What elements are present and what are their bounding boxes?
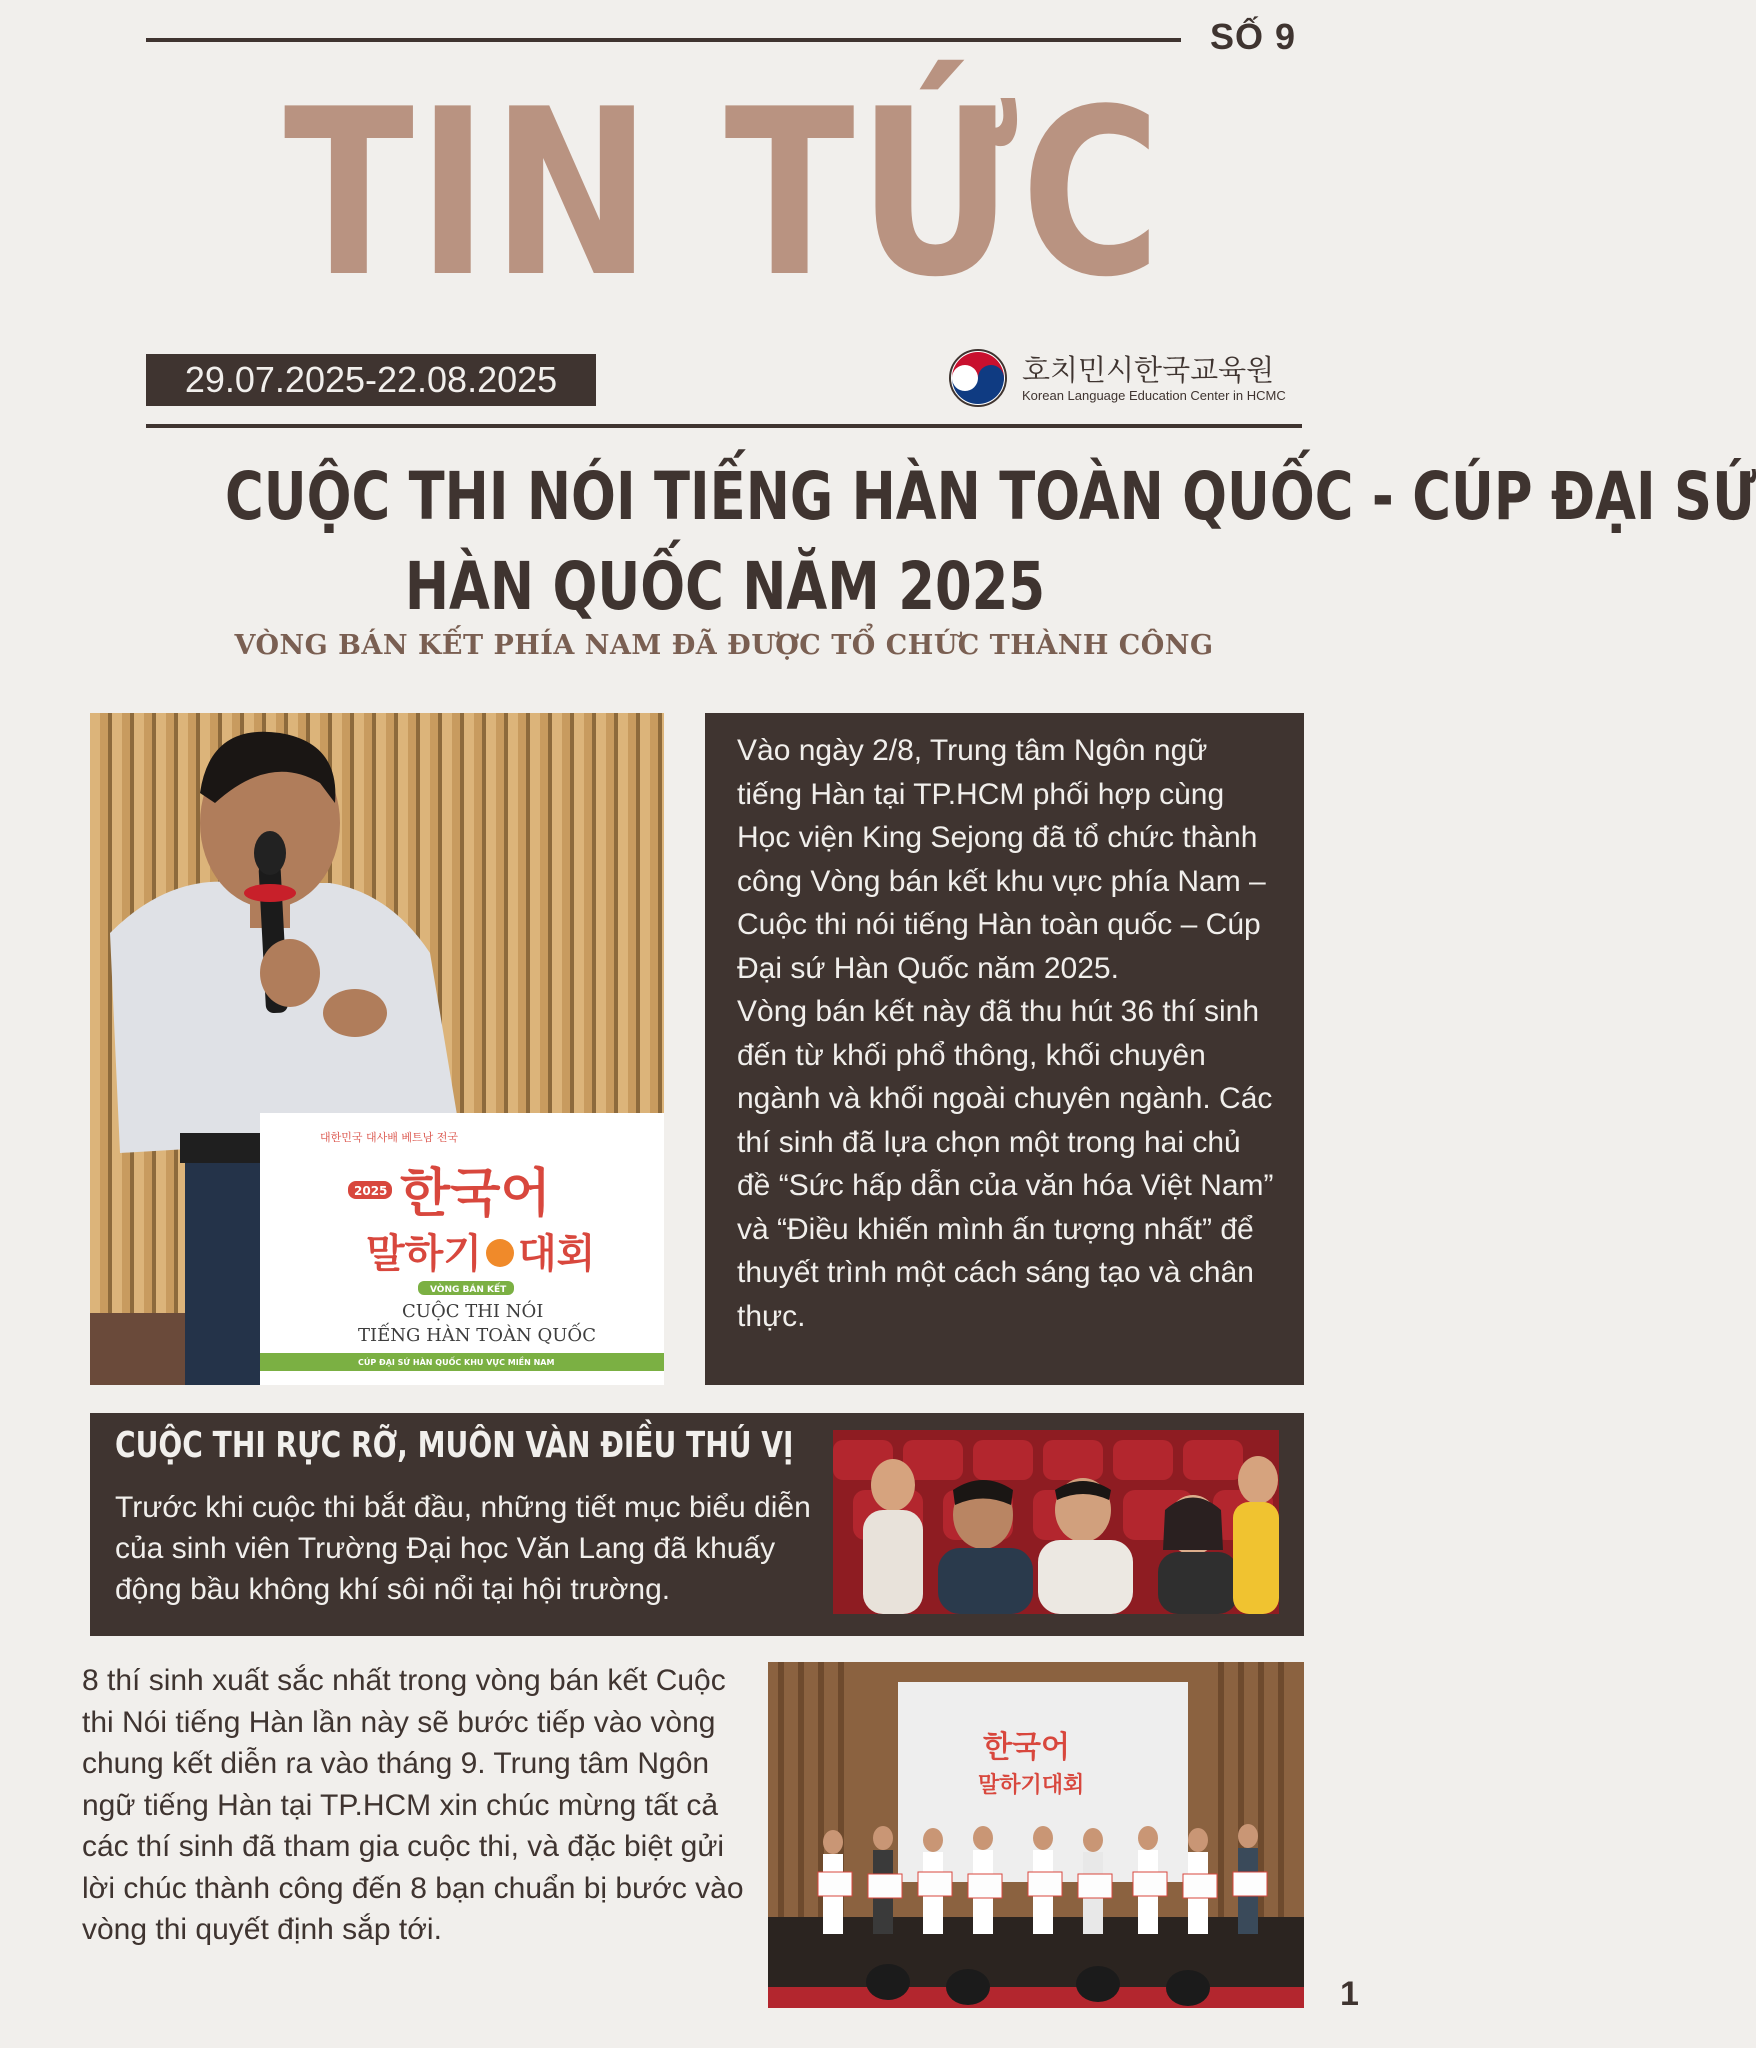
logo-korean-text: 호치민시한국교육원 xyxy=(1022,355,1275,387)
article-body xyxy=(705,713,1304,1385)
banner-tag: VÒNG BÁN KẾT xyxy=(430,1285,507,1295)
article-subhead: VÒNG BÁN KẾT PHÍA NAM ĐÃ ĐƯỢC TỔ CHỨC THÀNH CÔNG xyxy=(234,630,1214,661)
logo-english-text: Korean Language Education Center in HCMC xyxy=(1022,388,1286,403)
article-paragraph-2: Vòng bán kết này đã thu hút 36 thí sinh đến từ khối phổ thông, khối chuyên ngành và khối ngoài chuyên ngành. Các thí sinh đã lựa chọn một trong hai chủ đề “Sức hấp dẫn của văn hóa Việt Nam” và “Điều khiến mình ấn tượng nhất” để thuyết trình một cách sáng tạo và chân thực. xyxy=(737,995,1274,1333)
page-number: 1 xyxy=(1340,1975,1359,2013)
top-rule xyxy=(146,38,1181,42)
banner-vn-3: CÚP ĐẠI SỨ HÀN QUỐC KHU VỰC MIỀN NAM xyxy=(358,1358,555,1367)
audience-photo xyxy=(833,1430,1279,1614)
highlight-section xyxy=(90,1413,1304,1636)
center-logo xyxy=(948,344,1308,416)
headline-line-1: CUỘC THI NÓI TIẾNG HÀN TOÀN QUỐC - CÚP ĐẠI SỨ xyxy=(225,458,1756,535)
speaker-photo-illustration xyxy=(90,713,664,1385)
article-headline xyxy=(225,452,1756,632)
banner-korean-3: 대회 xyxy=(518,1231,596,1277)
date-range: 29.07.2025-22.08.2025 xyxy=(146,354,596,406)
banner-mic-icon xyxy=(486,1239,514,1267)
stage-korean-2: 말하기대회 xyxy=(978,1773,1085,1798)
banner-korean-2: 말하기 xyxy=(366,1231,482,1277)
article-paragraph-1: Vào ngày 2/8, Trung tâm Ngôn ngữ tiếng Hàn tại TP.HCM phối hợp cùng Học viện King Sejong đã tổ chức thành công Vòng bán kết khu vực phía Nam – Cuộc thi nói tiếng Hàn toàn quốc – Cúp Đại sứ Hàn Quốc năm 2025. xyxy=(737,734,1266,985)
issue-number: SỐ 9 xyxy=(1210,16,1297,57)
banner-vn-1: CUỘC THI NÓI xyxy=(402,1301,544,1322)
masthead-title: TIN TỨC xyxy=(283,61,1165,328)
banner-year: 2025 xyxy=(354,1184,388,1198)
mid-rule xyxy=(146,424,1302,428)
banner-korean-1: 한국어 xyxy=(400,1164,551,1224)
highlight-text: Trước khi cuộc thi bắt đầu, những tiết mục biểu diễn của sinh viên Trường Đại học Văn Lang đã khuấy động bầu không khí sôi nổi tại hội trường. xyxy=(115,1491,811,1606)
banner-korean-top: 대한민국 대사배 베트남 전국 xyxy=(320,1131,459,1144)
speaker-photo xyxy=(90,713,664,1385)
headline-line-2: HÀN QUỐC NĂM 2025 xyxy=(404,548,1046,625)
finalists-photo-illustration xyxy=(768,1662,1304,2008)
stage-korean-1: 한국어 xyxy=(983,1730,1070,1765)
banner-vn-2: TIẾNG HÀN TOÀN QUỐC xyxy=(358,1325,596,1346)
closing-paragraph: 8 thí sinh xuất sắc nhất trong vòng bán kết Cuộc thi Nói tiếng Hàn lần này sẽ bước tiếp vào vòng chung kết diễn ra vào tháng 9. Trung tâm Ngôn ngữ tiếng Hàn tại TP.HCM xin chúc mừng tất cả các thí sinh đã tham gia cuộc thi, và đặc biệt gửi lời chúc thành công đến 8 bạn chuẩn bị bước vào vòng thi quyết định sắp tới. xyxy=(82,1664,744,1946)
taegeuk-logo-icon xyxy=(948,348,1008,408)
finalists-photo xyxy=(768,1662,1304,2008)
audience-photo-illustration xyxy=(833,1430,1279,1614)
highlight-title: CUỘC THI RỰC RỠ, MUÔN VÀN ĐIỀU THÚ VỊ xyxy=(115,1425,794,1466)
